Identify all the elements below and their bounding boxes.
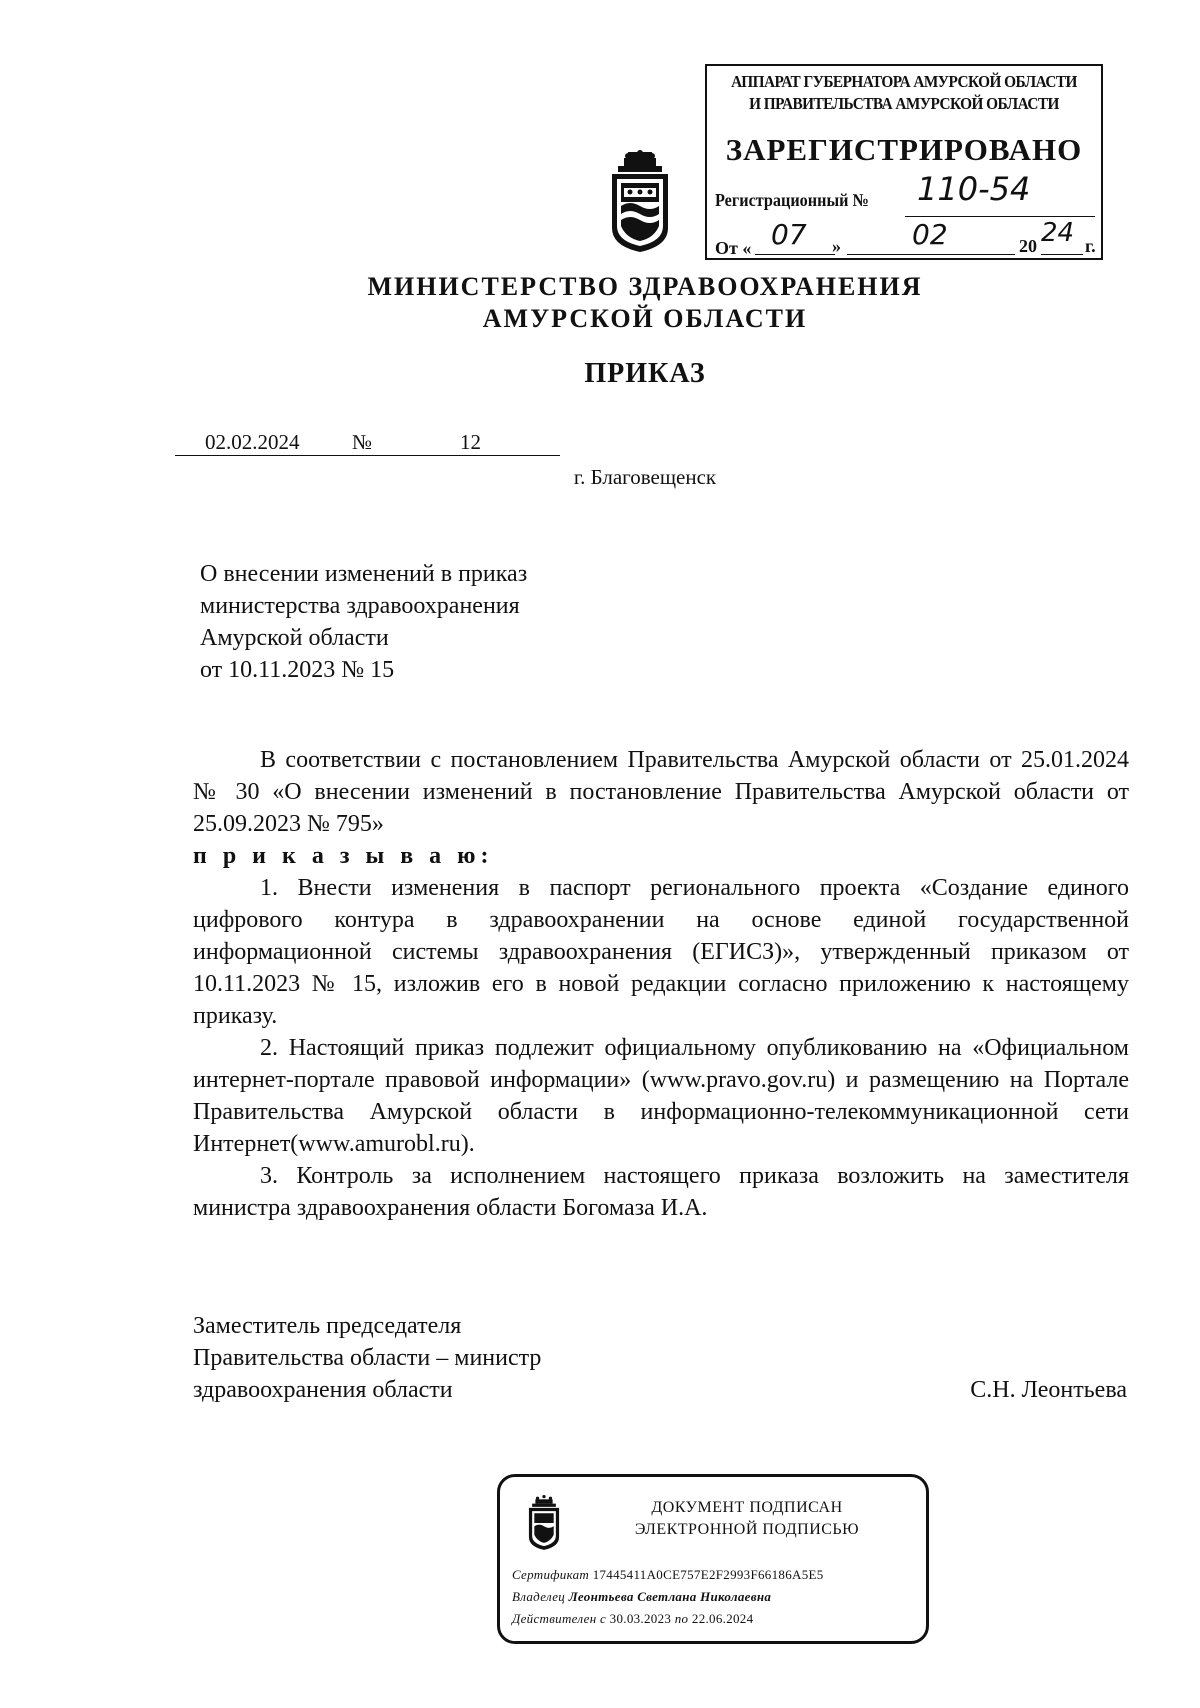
esign-valid-label: Действителен с	[512, 1611, 607, 1626]
stamp-date-quote: »	[832, 236, 841, 256]
electronic-signature-stamp	[497, 1474, 929, 1644]
stamp-reg-number: 110-54	[917, 170, 1031, 208]
stamp-date-year-line	[1041, 254, 1083, 255]
esign-validity	[512, 1611, 753, 1627]
stamp-date-month: 02	[912, 218, 948, 251]
ministry-name-line2: АМУРСКОЙ ОБЛАСТИ	[482, 304, 808, 333]
stamp-date-day: 07	[771, 218, 807, 251]
registration-stamp	[705, 64, 1103, 260]
stamp-registered: ЗАРЕГИСТРИРОВАНО	[725, 132, 1083, 167]
esign-cert-value: 17445411A0CE757E2F2993F66186A5E5	[592, 1567, 824, 1582]
body-item-3: 3. Контроль за исполнением настоящего приказа возложить на заместителя министра здравоохранения области Богомаза И.А.	[193, 1163, 1129, 1221]
order-subject	[200, 558, 527, 686]
subject-line3: Амурской области	[200, 625, 389, 651]
order-title: ПРИКАЗ	[584, 358, 706, 389]
stamp-date-label: От «	[715, 238, 752, 258]
body-item-2: 2. Настоящий приказ подлежит официальному опубликованию на «Официальном интернет-портале правовой информации» (www.pravo.gov.ru) и размещению на Портале Правительства Амурской области в информационно-телекоммуникационной сети Интернет(www.amurobl.ru).	[193, 1035, 1129, 1157]
order-number: 12	[460, 430, 481, 454]
esign-coat-of-arms-icon	[524, 1495, 564, 1551]
stamp-date-g: г.	[1085, 236, 1096, 256]
body-preamble: В соответствии с постановлением Правительства Амурской области от 25.01.2024 № 30 «О внесении изменений в постановление Правительства Амурской области от 25.09.2023 № 795»	[193, 747, 1129, 837]
signatory-name: С.Н. Леонтьева	[970, 1377, 1127, 1403]
esign-title-line1: ДОКУМЕНТ ПОДПИСАН	[651, 1499, 843, 1516]
esign-owner-value: Леонтьева Светлана Николаевна	[568, 1589, 772, 1604]
esign-title-line2: ЭЛЕКТРОННОЙ ПОДПИСЬЮ	[634, 1521, 860, 1538]
esign-valid-from: 30.03.2023	[609, 1611, 672, 1626]
subject-line1: О внесении изменений в приказ	[200, 561, 528, 587]
signatory-position-line1: Заместитель председателя	[193, 1313, 462, 1339]
stamp-date-year-suffix: 24	[1041, 218, 1075, 248]
esign-certificate	[512, 1567, 824, 1583]
order-number-label: №	[352, 430, 373, 454]
signatory-position-line2: Правительства области – министр	[193, 1345, 542, 1371]
stamp-date-month-line	[847, 254, 1015, 255]
stamp-date-day-line	[755, 254, 835, 255]
stamp-org-line2: И ПРАВИТЕЛЬСТВА АМУРСКОЙ ОБЛАСТИ	[749, 94, 1059, 113]
esign-cert-label: Сертификат	[512, 1567, 590, 1582]
esign-valid-to: 22.06.2024	[691, 1611, 754, 1626]
amur-coat-of-arms-icon	[604, 150, 676, 254]
subject-line4: от 10.11.2023 № 15	[200, 657, 395, 683]
ministry-name-line1: МИНИСТЕРСТВО ЗДРАВООХРАНЕНИЯ	[367, 272, 923, 301]
stamp-org-line1: АППАРАТ ГУБЕРНАТОРА АМУРСКОЙ ОБЛАСТИ	[731, 72, 1077, 91]
stamp-date-year-prefix: 20	[1019, 236, 1037, 256]
order-date: 02.02.2024	[205, 430, 300, 454]
signatory-position	[193, 1310, 541, 1406]
esign-owner	[512, 1589, 771, 1605]
stamp-reg-number-line	[905, 216, 1095, 217]
body-item-1: 1. Внести изменения в паспорт регионального проекта «Создание единого цифрового контура в здравоохранении на основе единой государственной информационной системы здравоохранения (ЕГИСЗ)», утвержденный приказом от 10.11.2023 № 15, изложив его в новой редакции согласно приложению к настоящему приказу.	[193, 875, 1129, 1029]
esign-valid-to-label: по	[674, 1611, 689, 1626]
signatory-position-line3: здравоохранения области	[193, 1377, 453, 1403]
body-decree: п р и к а з ы в а ю:	[193, 843, 494, 869]
order-city: г. Благовещенск	[573, 465, 717, 489]
order-body	[193, 744, 1129, 1224]
esign-owner-label: Владелец	[512, 1589, 566, 1604]
order-date-number-line	[175, 455, 560, 456]
stamp-reg-number-label: Регистрационный №	[715, 190, 869, 210]
subject-line2: министерства здравоохранения	[200, 593, 520, 619]
